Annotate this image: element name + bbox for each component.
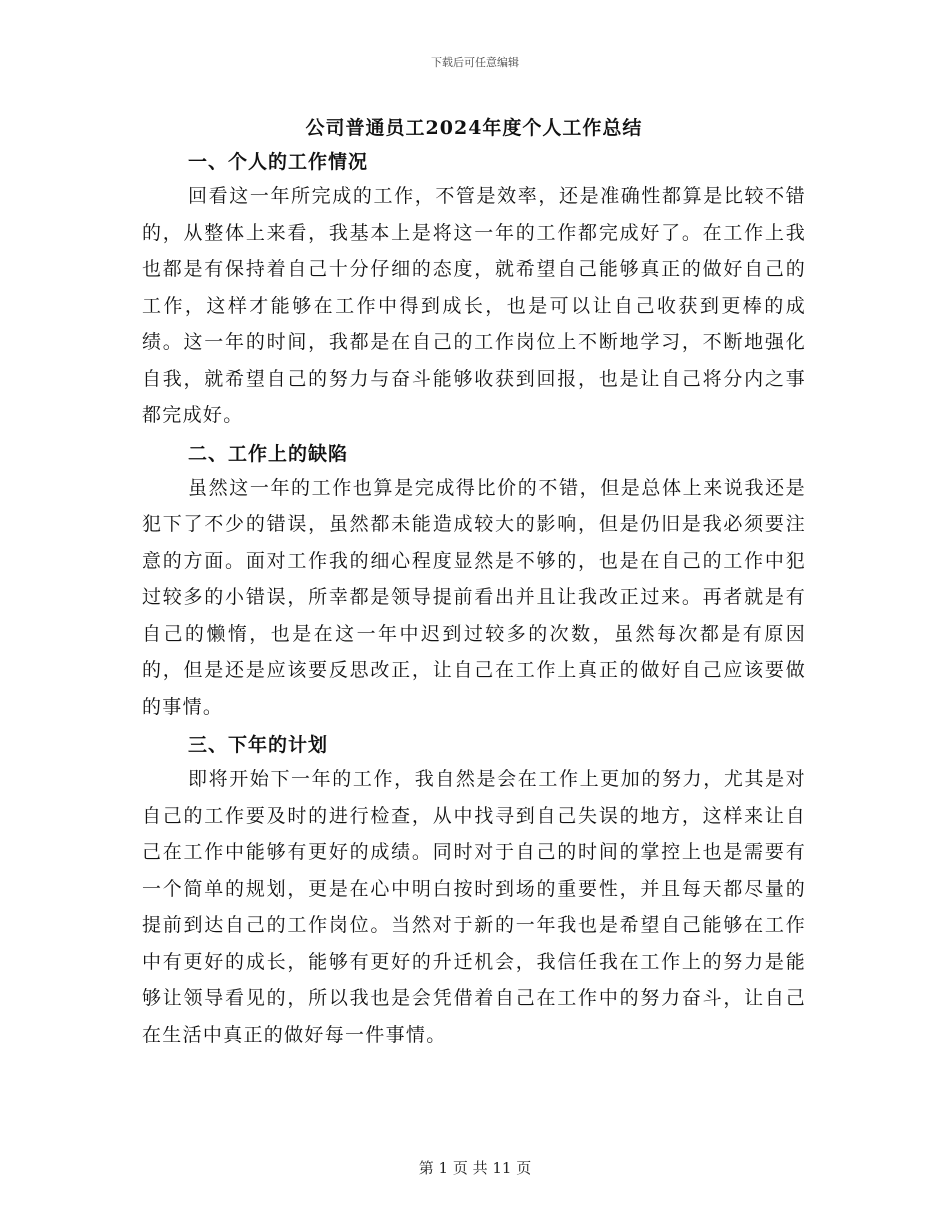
section-paragraph-1: 回看这一年所完成的工作，不管是效率，还是准确性都算是比较不错的，从整体上来看，我基本上是将这一年的工作都完成好了。在工作上我也都是有保持着自己十分仔细的态度，就希望自己能够真正的做好自己的工作，这样才能够在工作中得到成长，也是可以让自己收获到更棒的成绩。这一年的时间，我都是在自己的工作岗位上不断地学习，不断地强化自我，就希望自己的努力与奋斗能够收获到回报，也是让自己将分内之事都完成好。 (142, 185, 806, 426)
section-heading-3: 三、下年的计划 (188, 734, 329, 756)
section-paragraph-2: 虽然这一年的工作也算是完成得比价的不错，但是总体上来说我还是犯下了不少的错误，虽然都未能造成较大的影响，但是仍旧是我必须要注意的方面。面对工作我的细心程度显然是不够的，也是在自己的工作中犯过较多的小错误，所幸都是领导提前看出并且让我改正过来。再者就是有自己的懒惰，也是在这一年中迟到过较多的次数，虽然每次都是有原因的，但是还是应该要反思改正，让自己在工作上真正的做好自己应该要做的事情。 (142, 476, 806, 718)
section-heading-1: 一、个人的工作情况 (188, 151, 369, 173)
page-indicator: 第 1 页 共 11 页 (418, 1159, 532, 1177)
document-body (142, 114, 806, 1053)
document-title: 公司普通员工2024年度个人工作总结 (305, 117, 643, 139)
section-heading-2: 二、工作上的缺陷 (188, 442, 349, 465)
section-paragraph-3: 即将开始下一年的工作，我自然是会在工作上更加的努力，尤其是对自己的工作要及时的进行检查，从中找寻到自己失误的地方，这样来让自己在工作中能够有更好的成绩。同时对于自己的时间的掌控上也是需要有一个简单的规划，更是在心中明白按时到场的重要性，并且每天都尽量的提前到达自己的工作岗位。当然对于新的一年我也是希望自己能够在工作中有更好的成长，能够有更好的升迁机会，我信任我在工作上的努力是能够让领导看见的，所以我也是会凭借着自己在工作中的努力奋斗，让自己在生活中真正的做好每一件事情。 (142, 768, 806, 1046)
header-note: 下载后可任意编辑 (431, 56, 519, 69)
